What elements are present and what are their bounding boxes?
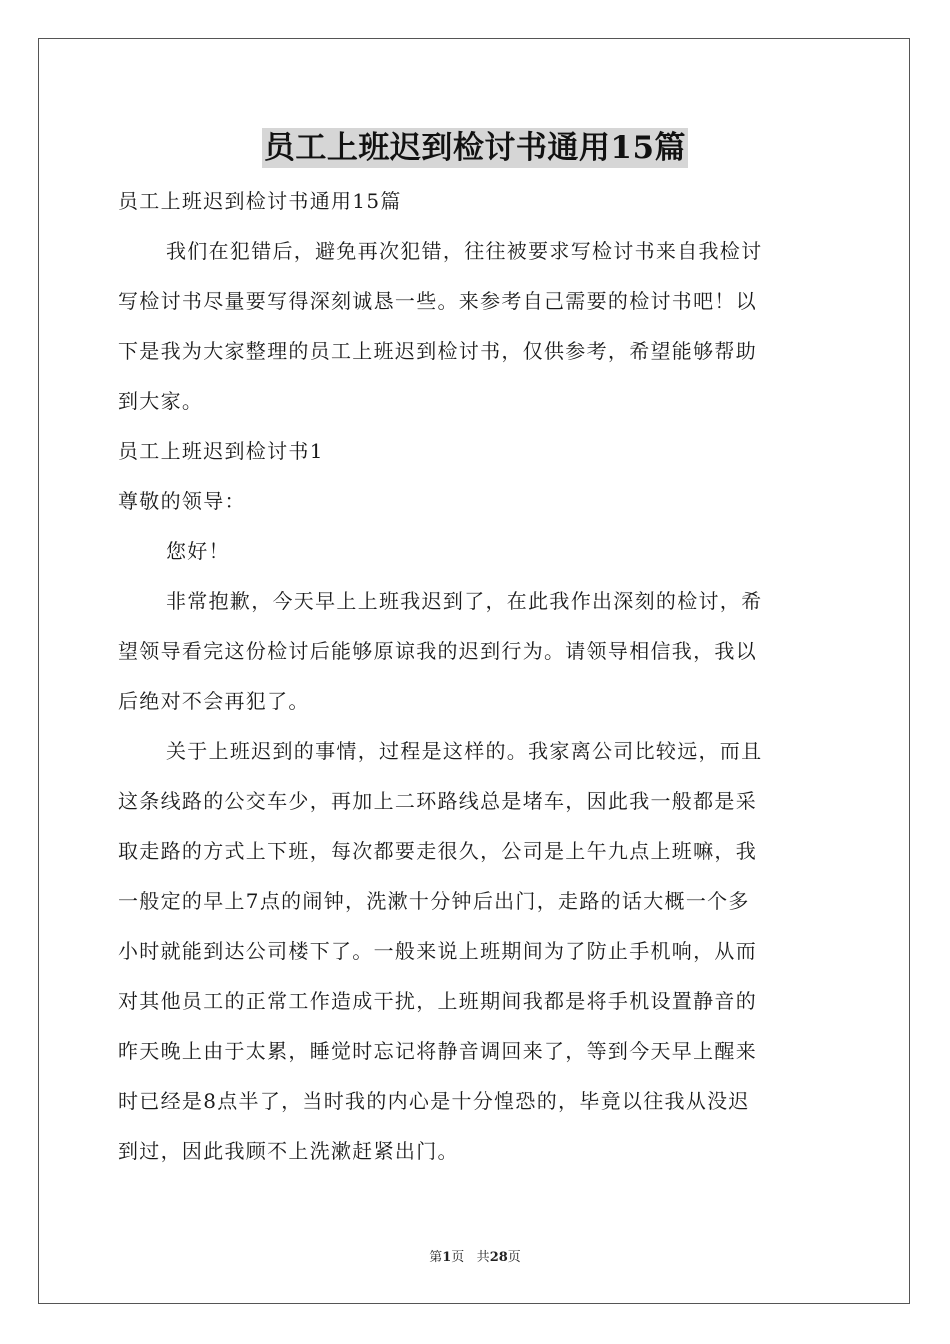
text-line: 昨天晚上由于太累，睡觉时忘记将静音调回来了，等到今天早上醒来	[118, 1039, 757, 1063]
text-line: 写检讨书尽量要写得深刻诚恳一些。来参考自己需要的检讨书吧！以	[118, 289, 757, 313]
document-body	[118, 176, 832, 1176]
total-pages: 28	[489, 1250, 508, 1265]
text-line: 这条线路的公交车少，再加上二环路线总是堵车，因此我一般都是采	[118, 789, 757, 813]
text-line: 尊敬的领导：	[118, 489, 246, 513]
document-title: 员工上班迟到检讨书通用15篇	[263, 130, 687, 166]
text-line: 员工上班迟到检讨书通用15篇	[118, 189, 402, 213]
text-line: 时已经是8点半了，当时我的内心是十分惶恐的，毕竟以往我从没迟	[118, 1089, 750, 1113]
text-line: 对其他员工的正常工作造成干扰，上班期间我都是将手机设置静音的	[118, 989, 757, 1013]
page-prefix: 第	[429, 1250, 443, 1265]
total-prefix: 共	[476, 1250, 490, 1265]
text-line: 望领导看完这份检讨后能够原谅我的迟到行为。请领导相信我，我以	[118, 639, 757, 663]
text-line: 取走路的方式上下班，每次都要走很久，公司是上午九点上班嘛，我	[118, 839, 757, 863]
page-suffix: 页	[451, 1250, 465, 1265]
text-line: 非常抱歉，今天早上上班我迟到了，在此我作出深刻的检讨，希	[166, 589, 763, 613]
text-line: 您好！	[166, 539, 230, 563]
text-line: 下是我为大家整理的员工上班迟到检讨书，仅供参考，希望能够帮助	[118, 339, 757, 363]
page-number: 1	[442, 1250, 452, 1265]
text-line: 关于上班迟到的事情，过程是这样的。我家离公司比较远，而且	[166, 739, 763, 763]
page-footer	[0, 1246, 950, 1265]
text-line: 一般定的早上7点的闹钟，洗漱十分钟后出门，走路的话大概一个多	[118, 889, 750, 913]
text-line: 到大家。	[118, 389, 204, 413]
text-line: 我们在犯错后，避免再次犯错，往往被要求写检讨书来自我检讨	[166, 239, 763, 263]
text-line: 小时就能到达公司楼下了。一般来说上班期间为了防止手机响，从而	[118, 939, 757, 963]
title-wrap	[0, 128, 950, 168]
total-suffix: 页	[507, 1250, 521, 1265]
text-line: 后绝对不会再犯了。	[118, 689, 310, 713]
text-line: 员工上班迟到检讨书1	[118, 439, 324, 463]
text-line: 到过，因此我顾不上洗漱赶紧出门。	[118, 1139, 459, 1163]
